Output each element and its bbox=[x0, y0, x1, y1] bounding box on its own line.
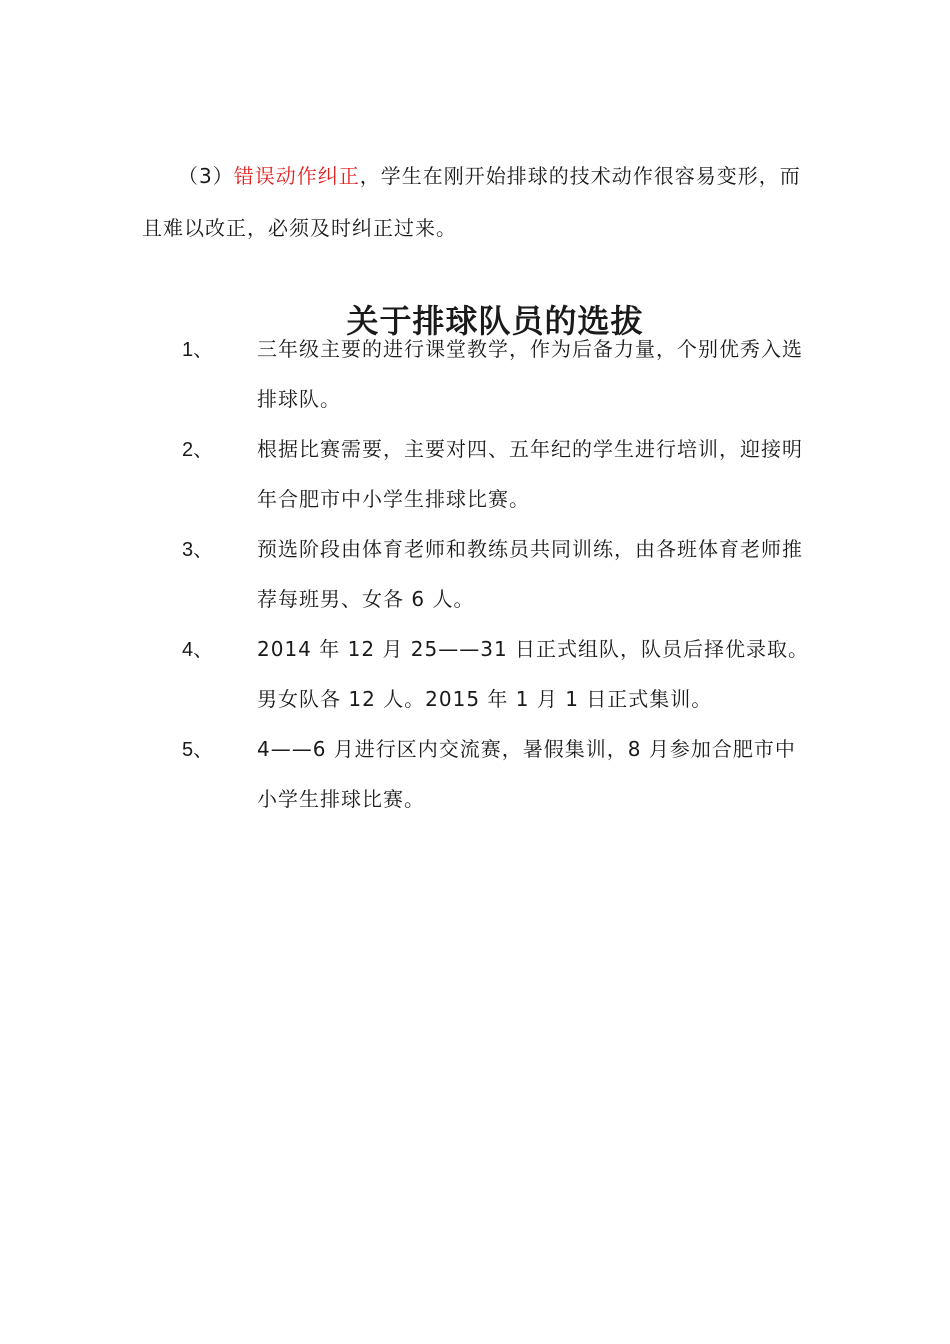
list-item bbox=[0, 324, 950, 424]
intro-paragraph bbox=[142, 150, 812, 254]
list-item-number: 3、 bbox=[182, 539, 214, 561]
intro-highlight: 错误动作纠正 bbox=[233, 164, 360, 188]
intro-rest: ，学生在刚开始排球的技术动作很容易变形，而且难以改正，必须及时纠正过来。 bbox=[142, 164, 801, 240]
section-title: 关于排球队员的选拔 bbox=[346, 302, 644, 341]
intro-prefix: （3） bbox=[178, 164, 234, 188]
list-item bbox=[0, 624, 950, 724]
list-item-number: 1、 bbox=[182, 339, 214, 361]
list-item-number: 2、 bbox=[182, 439, 214, 461]
list-item bbox=[0, 724, 950, 824]
list-item bbox=[0, 524, 950, 624]
list-item-text: 4——6 月进行区内交流赛，暑假集训，8 月参加合肥市中小学生排球比赛。 bbox=[257, 737, 796, 811]
selection-list bbox=[0, 324, 950, 824]
list-item-text: 2014 年 12 月 25——31 日正式组队，队员后择优录取。男女队各 12 人。2015 年 1 月 1 日正式集训。 bbox=[257, 637, 810, 711]
list-item-text: 三年级主要的进行课堂教学，作为后备力量，个别优秀入选排球队。 bbox=[257, 337, 803, 411]
list-item-text: 预选阶段由体育老师和教练员共同训练，由各班体育老师推荐每班男、女各 6 人。 bbox=[257, 537, 803, 611]
list-item-text: 根据比赛需要，主要对四、五年纪的学生进行培训，迎接明年合肥市中小学生排球比赛。 bbox=[257, 437, 803, 511]
list-item bbox=[0, 424, 950, 524]
list-item-number: 5、 bbox=[182, 739, 214, 761]
list-item-number: 4、 bbox=[182, 639, 214, 661]
